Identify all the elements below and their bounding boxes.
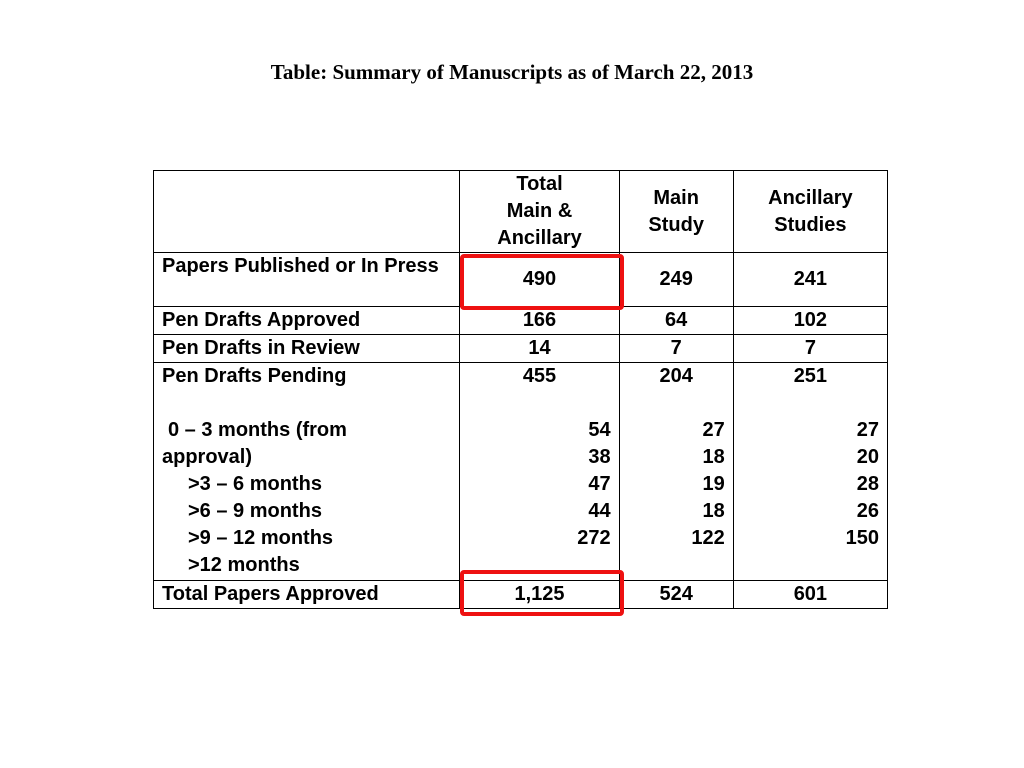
cell-ancillary: 251: [793, 365, 828, 387]
breakdown-value: 27: [856, 419, 879, 441]
header-total-line: Main &: [506, 200, 573, 222]
breakdown-label: >3 – 6 months: [188, 473, 322, 495]
header-row: [154, 171, 888, 253]
cell-total: 490: [460, 253, 619, 307]
pending-total-cell: [460, 363, 619, 581]
breakdown-value: 27: [702, 419, 725, 441]
breakdown-label: >12 months: [188, 554, 300, 576]
header-total-line: Ancillary: [497, 227, 582, 249]
breakdown-value: 47: [588, 473, 611, 495]
header-main-line: Main: [653, 186, 699, 209]
table-row-total: [154, 581, 888, 609]
header-empty-cell: [154, 171, 460, 253]
header-ancillary-line: Ancillary: [768, 186, 853, 209]
cell-main: 7: [619, 335, 733, 363]
cell-ancillary: 241: [733, 253, 887, 307]
breakdown-value: 54: [588, 419, 611, 441]
breakdown-value: 28: [856, 473, 879, 495]
table-row: [154, 307, 888, 335]
breakdown-value: 44: [588, 500, 611, 522]
cell-total: 166: [460, 307, 619, 335]
header-total: [460, 171, 619, 253]
breakdown-value: 26: [856, 500, 879, 522]
row-label: Papers Published or In Press: [154, 253, 460, 307]
pending-label-cell: [154, 363, 460, 581]
header-total-line: Total: [516, 173, 563, 195]
breakdown-value: 20: [856, 446, 879, 468]
header-main-line: Study: [648, 213, 704, 236]
cell-total: 1,125: [460, 581, 619, 609]
breakdown-value: 150: [845, 527, 879, 549]
breakdown-value: 19: [702, 473, 725, 495]
table-row-pending: [154, 363, 888, 581]
cell-ancillary: 7: [733, 335, 887, 363]
table-row: [154, 335, 888, 363]
cell-ancillary: 601: [733, 581, 887, 609]
breakdown-label: >6 – 9 months: [188, 500, 322, 522]
breakdown-value: 18: [702, 500, 725, 522]
row-label: Pen Drafts Pending: [162, 365, 347, 387]
cell-main: 64: [619, 307, 733, 335]
page-title: Table: Summary of Manuscripts as of March 22, 2013: [270, 60, 754, 84]
breakdown-ancillary-list: [734, 417, 887, 552]
header-main: [619, 171, 733, 253]
row-label: Pen Drafts Approved: [154, 307, 460, 335]
cell-main: 204: [659, 365, 693, 387]
cell-ancillary: 102: [733, 307, 887, 335]
breakdown-value: 122: [691, 527, 725, 549]
breakdown-label: 0 – 3 months (from: [168, 419, 347, 441]
header-ancillary-line: Studies: [774, 213, 847, 236]
cell-total: 455: [522, 365, 557, 387]
breakdown-main-list: [620, 417, 733, 552]
breakdown-label: approval): [162, 446, 253, 468]
cell-main: 249: [619, 253, 733, 307]
header-ancillary: [733, 171, 887, 253]
row-label: Pen Drafts in Review: [154, 335, 460, 363]
breakdown-total-list: [460, 417, 618, 552]
breakdown-label: >9 – 12 months: [188, 527, 334, 549]
breakdown-value: 18: [702, 446, 725, 468]
cell-main: 524: [619, 581, 733, 609]
table-row: [154, 253, 888, 307]
row-label: Total Papers Approved: [154, 581, 460, 609]
pending-main-cell: [619, 363, 733, 581]
pending-ancillary-cell: [733, 363, 887, 581]
manuscript-summary-table: [153, 170, 888, 609]
cell-total: 14: [460, 335, 619, 363]
breakdown-value: 272: [577, 527, 611, 549]
breakdown-value: 38: [588, 446, 611, 468]
